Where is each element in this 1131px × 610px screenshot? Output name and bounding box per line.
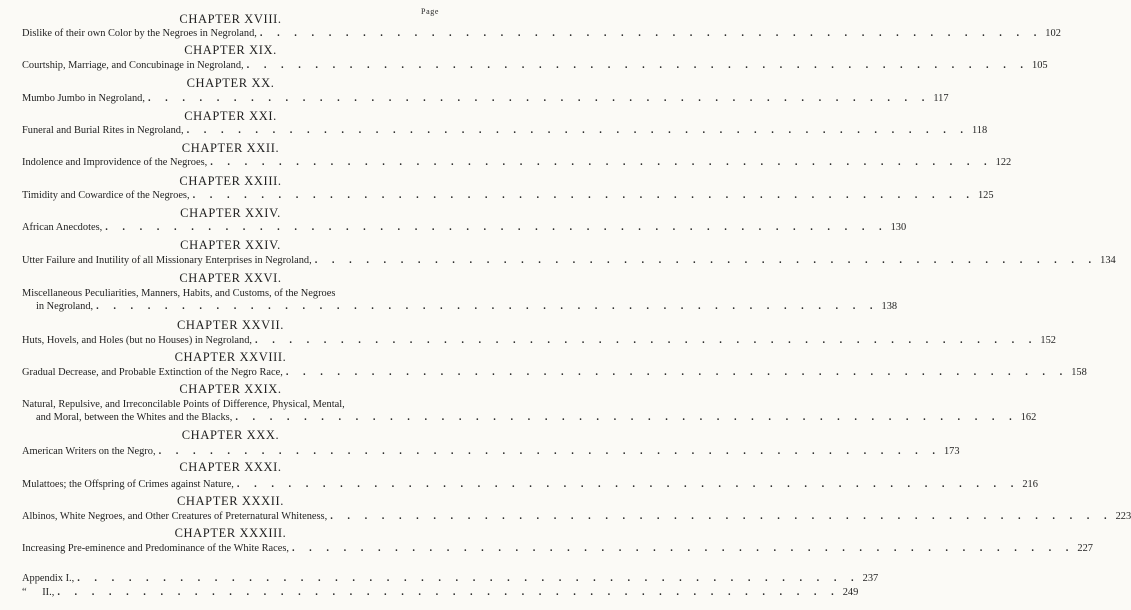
entry-title: and Moral, between the Whites and the Blacks, — [36, 412, 233, 423]
entry-title: American Writers on the Negro, — [22, 446, 156, 457]
entry-title: Dislike of their own Color by the Negroes in Negroland, — [22, 28, 257, 39]
chapter-heading: CHAPTER XXIX. — [179, 382, 282, 396]
page-number: 105 — [1032, 60, 1048, 71]
dot-leader — [260, 27, 1042, 40]
toc-entry — [22, 189, 994, 202]
entry-title: Utter Failure and Inutility of all Missionary Enterprises in Negroland, — [22, 255, 312, 266]
page-number: 249 — [842, 587, 859, 598]
page-number: 216 — [1022, 479, 1038, 490]
page-number: 158 — [1071, 367, 1087, 378]
entry-title: African Anecdotes, — [22, 222, 103, 233]
dot-leader — [57, 586, 839, 599]
entry-title: Huts, Hovels, and Holes (but no Houses) in Negroland, — [22, 335, 253, 346]
toc-entry — [22, 366, 1087, 379]
appendix-entry — [22, 586, 859, 599]
chapter-heading: CHAPTER XXXI. — [179, 460, 282, 474]
toc-entry — [22, 221, 907, 234]
dot-leader — [330, 510, 1112, 523]
toc-entry — [22, 542, 1093, 555]
dot-leader — [96, 300, 878, 313]
chapter-heading: CHAPTER XXVIII. — [174, 350, 287, 364]
chapter-heading: CHAPTER XXVII. — [176, 318, 284, 332]
appendix-entry — [22, 572, 879, 585]
page-number: 118 — [972, 125, 988, 136]
page-number: 237 — [862, 573, 879, 584]
chapter-heading: CHAPTER XXIV. — [180, 238, 281, 252]
chapter-heading: CHAPTER XVIII. — [179, 12, 282, 26]
chapter-heading: CHAPTER XXII. — [181, 141, 280, 155]
entry-title: Timidity and Cowardice of the Negroes, — [22, 190, 190, 201]
toc-entry — [22, 92, 949, 105]
page-number: 130 — [890, 222, 907, 233]
toc-entry — [22, 510, 1131, 523]
entry-title: Gradual Decrease, and Probable Extinction of the Negro Race, — [22, 367, 283, 378]
page-number: 102 — [1045, 28, 1061, 39]
toc-entry — [22, 254, 1116, 267]
chapter-heading: CHAPTER XXIII. — [179, 174, 282, 188]
entry-title: Mumbo Jumbo in Negroland, — [22, 93, 145, 104]
toc-entry — [22, 398, 1037, 424]
chapter-heading: CHAPTER XXVI. — [179, 271, 282, 285]
appendix-label: “ II., — [22, 587, 55, 598]
dot-leader — [235, 411, 1017, 424]
page-number: 173 — [943, 446, 960, 457]
entry-title: Indolence and Improvidence of the Negroes, — [22, 157, 208, 168]
chapter-heading: CHAPTER XX. — [186, 76, 275, 90]
toc-entry — [22, 478, 1038, 491]
toc-entry — [22, 334, 1056, 347]
entry-title: Funeral and Burial Rites in Negroland, — [22, 125, 184, 136]
dot-leader — [159, 445, 941, 458]
toc-entry — [22, 287, 898, 313]
dot-leader — [105, 221, 887, 234]
dot-leader — [193, 189, 975, 202]
page-number: 223 — [1115, 511, 1131, 522]
chapter-heading: CHAPTER XXI. — [184, 109, 277, 123]
chapter-heading: CHAPTER XIX. — [184, 43, 277, 57]
page-number: 122 — [995, 157, 1012, 168]
entry-title: Courtship, Marriage, and Concubinage in Negroland, — [22, 60, 244, 71]
dot-leader — [210, 156, 992, 169]
page-number: 162 — [1020, 412, 1037, 423]
toc-entry — [22, 27, 1061, 40]
dot-leader — [187, 124, 969, 137]
page-number: 227 — [1077, 543, 1093, 554]
entry-title: Natural, Repulsive, and Irreconcilable Points of Difference, Physical, Mental, — [22, 399, 345, 410]
entry-title: Miscellaneous Peculiarities, Manners, Habits, and Customs, of the Negroes — [22, 288, 336, 299]
page-number: 138 — [881, 301, 898, 312]
appendix-label: Appendix I., — [22, 573, 75, 584]
dot-leader — [148, 92, 930, 105]
chapter-heading: CHAPTER XXIV. — [180, 206, 281, 220]
chapter-heading: CHAPTER XXXIII. — [174, 526, 287, 540]
chapter-heading: CHAPTER XXXII. — [176, 494, 284, 508]
page-number: 125 — [977, 190, 994, 201]
page-number: 152 — [1040, 335, 1056, 346]
toc-entry — [22, 59, 1048, 72]
page-number: 134 — [1100, 255, 1116, 266]
entry-title: Albinos, White Negroes, and Other Creatures of Preternatural Whiteness, — [22, 511, 328, 522]
entry-title: Increasing Pre-eminence and Predominance of the White Races, — [22, 543, 289, 554]
entry-title: Mulattoes; the Offspring of Crimes against Nature, — [22, 479, 234, 490]
page-number: 117 — [933, 93, 949, 104]
entry-title: in Negroland, — [36, 301, 94, 312]
page-label: Page — [421, 7, 439, 16]
dot-leader — [315, 254, 1097, 267]
toc-entry — [22, 445, 960, 458]
toc-entry — [22, 156, 1012, 169]
dot-leader — [255, 334, 1037, 347]
dot-leader — [292, 542, 1074, 555]
dot-leader — [286, 366, 1068, 379]
dot-leader — [237, 478, 1019, 491]
toc-entry — [22, 124, 988, 137]
dot-leader — [77, 572, 859, 585]
dot-leader — [247, 59, 1029, 72]
chapter-heading: CHAPTER XXX. — [181, 428, 280, 442]
